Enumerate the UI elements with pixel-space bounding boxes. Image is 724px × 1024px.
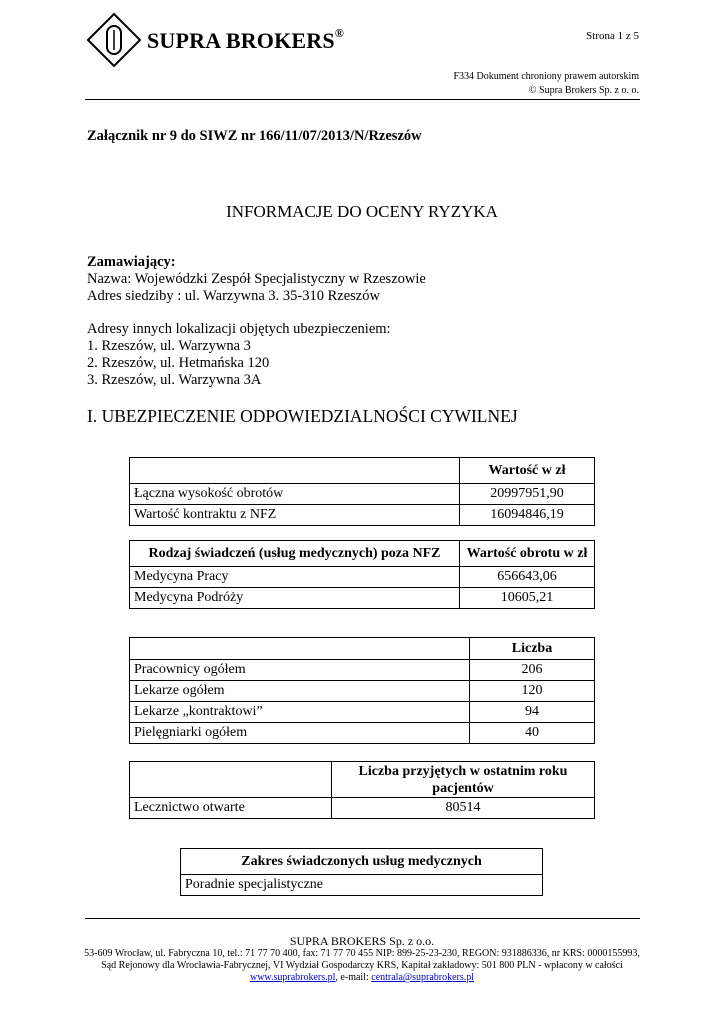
footer-address: 53-609 Wrocław, ul. Fabryczna 10, tel.: 71 77 70 400, fax: 71 77 70 455 NIP: 899-25-23-230, REGON: 931886336, nr KRS: 0000155993, <box>84 948 640 959</box>
row-label: Poradnie specjalistyczne <box>181 875 543 896</box>
table-row <box>130 588 595 609</box>
table-row <box>130 681 595 702</box>
row-value: 656643,06 <box>460 567 595 588</box>
brand-name: SUPRA BROKERS® <box>147 25 344 53</box>
client-name: Nazwa: Wojewódzki Zespół Specjalistyczny w Rzeszowie <box>87 271 426 287</box>
section-heading-liability: I. UBEZPIECZENIE ODPOWIEDZIALNOŚCI CYWILNEJ <box>87 406 518 426</box>
medical-services-scope-table <box>180 848 543 896</box>
locations-heading: Adresy innych lokalizacji objętych ubezpieczeniem: <box>87 321 391 337</box>
row-label: Wartość kontraktu z NFZ <box>130 505 460 526</box>
copyright-notice: F334 Dokument chroniony prawem autorskim © Supra Brokers Sp. z o. o. <box>453 71 639 96</box>
table-row <box>130 567 595 588</box>
email-link[interactable]: centrala@suprabrokers.pl <box>371 972 475 983</box>
location-item: 2. Rzeszów, ul. Hetmańska 120 <box>87 355 270 371</box>
row-label: Medycyna Podróży <box>130 588 460 609</box>
client-address: Adres siedziby : ul. Warzywna 3. 35-310 Rzeszów <box>87 288 380 304</box>
patients-table <box>129 761 595 819</box>
services-outside-nfz-table <box>129 540 595 609</box>
row-value: 120 <box>470 681 595 702</box>
column-header: Rodzaj świadczeń (usług medycznych) poza NFZ <box>130 541 460 567</box>
row-label: Łączna wysokość obrotów <box>130 484 460 505</box>
row-value: 206 <box>470 660 595 681</box>
empty-header-cell <box>130 638 470 660</box>
table-row <box>130 660 595 681</box>
column-header: Liczba <box>470 638 595 660</box>
empty-header-cell <box>130 762 332 798</box>
row-value: 20997951,90 <box>460 484 595 505</box>
column-header: Liczba przyjętych w ostatnim roku pacjentów <box>332 762 595 798</box>
table-row <box>181 875 543 896</box>
column-header: Wartość w zł <box>460 458 595 484</box>
row-value: 16094846,19 <box>460 505 595 526</box>
row-value: 80514 <box>332 798 595 819</box>
row-label: Pielęgniarki ogółem <box>130 723 470 744</box>
table-row <box>130 798 595 819</box>
row-label: Lekarze „kontraktowi” <box>130 702 470 723</box>
website-link[interactable]: www.suprabrokers.pl <box>249 972 336 983</box>
document-title: INFORMACJE DO OCENY RYZYKA <box>226 202 498 221</box>
table-row <box>130 723 595 744</box>
row-value: 40 <box>470 723 595 744</box>
staff-table <box>129 637 595 744</box>
turnover-table <box>129 457 595 526</box>
column-header: Zakres świadczonych usług medycznych <box>181 849 543 875</box>
annex-reference: Załącznik nr 9 do SIWZ nr 166/11/07/2013/N/Rzeszów <box>87 128 422 144</box>
header-divider <box>85 99 640 100</box>
footer-court: Sąd Rejonowy dla Wrocławia-Fabrycznej, VI Wydział Gospodarczy KRS, Kapitał zakładowy: 501 800 PLN - wpłacony w całości <box>101 960 623 971</box>
row-label: Lecznictwo otwarte <box>130 798 332 819</box>
footer-divider <box>85 918 640 919</box>
row-label: Pracownicy ogółem <box>130 660 470 681</box>
row-value: 10605,21 <box>460 588 595 609</box>
table-row <box>130 702 595 723</box>
footer-firm: SUPRA BROKERS Sp. z o.o. <box>289 934 435 948</box>
page-number: Strona 1 z 5 <box>586 30 639 42</box>
column-header: Wartość obrotu w zł <box>460 541 595 567</box>
empty-header-cell <box>130 458 460 484</box>
location-item: 1. Rzeszów, ul. Warzywna 3 <box>87 338 251 354</box>
supra-brokers-logo <box>86 12 142 68</box>
table-row <box>130 484 595 505</box>
footer-contact: www.suprabrokers.pl, e-mail: centrala@suprabrokers.pl <box>249 972 475 983</box>
row-label: Lekarze ogółem <box>130 681 470 702</box>
footer <box>0 934 724 984</box>
table-row <box>130 505 595 526</box>
client-heading: Zamawiający: <box>87 254 176 270</box>
row-value: 94 <box>470 702 595 723</box>
location-item: 3. Rzeszów, ul. Warzywna 3A <box>87 372 262 388</box>
row-label: Medycyna Pracy <box>130 567 460 588</box>
